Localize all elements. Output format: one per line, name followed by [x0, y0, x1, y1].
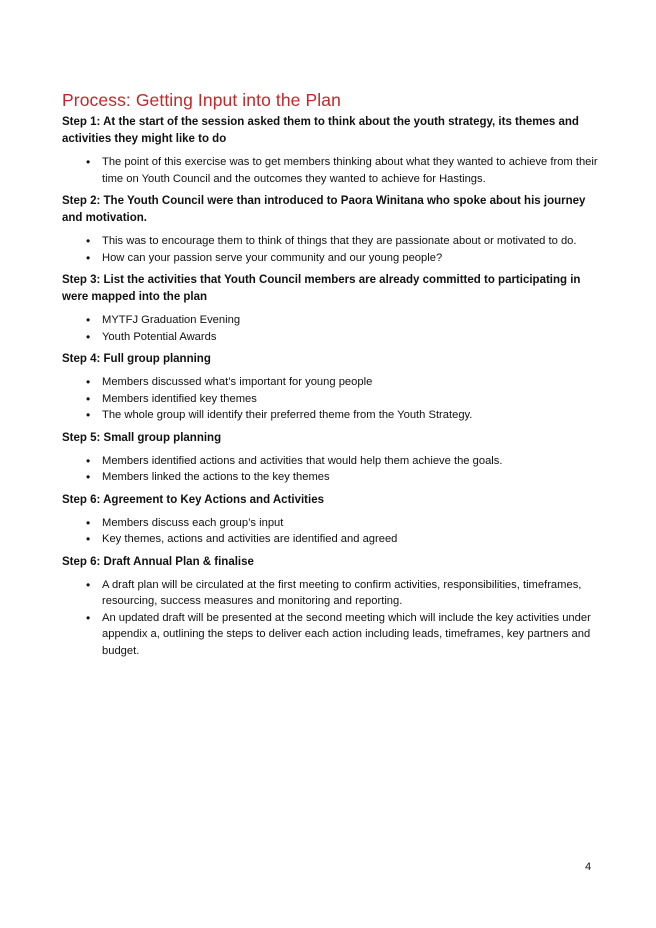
page-number: 4 — [585, 861, 592, 873]
step-heading: Step 1: At the start of the session asked them to think about the youth strategy, its themes and activities they might like to do — [62, 116, 579, 145]
bullet-list — [62, 374, 602, 424]
step-heading: Step 6: Draft Annual Plan & finalise — [62, 555, 254, 568]
step-heading: Step 3: List the activities that Youth Council members are already committed to participating in were mapped into the plan — [62, 274, 581, 303]
step-3 — [62, 272, 602, 345]
list-item: • MYTFJ Graduation Evening — [62, 312, 602, 329]
bullet-list — [62, 312, 602, 345]
list-item: • Members linked the actions to the key themes — [62, 469, 602, 486]
bullet-list — [62, 233, 602, 266]
list-item: • How can your passion serve your community and our young people? — [62, 250, 602, 267]
bullet-list — [62, 154, 602, 187]
list-item: • The whole group will identify their preferred theme from the Youth Strategy. — [62, 407, 602, 424]
step-2 — [62, 193, 602, 266]
step-5 — [62, 430, 602, 486]
list-item: • Youth Potential Awards — [62, 329, 602, 346]
page-title: Process: Getting Input into the Plan — [62, 90, 341, 110]
bullet-list — [62, 577, 602, 660]
bullet-list — [62, 453, 602, 486]
step-heading: Step 4: Full group planning — [62, 353, 211, 365]
step-1 — [62, 114, 602, 187]
list-item: • The point of this exercise was to get members thinking about what they wanted to achieve from their time on Youth Council and the outcomes they wanted to achieve for Hastings. — [62, 154, 602, 187]
step-7 — [62, 554, 602, 660]
list-item: • Members identified actions and activities that would help them achieve the goals. — [62, 453, 602, 470]
step-4 — [62, 351, 602, 424]
list-item: • A draft plan will be circulated at the first meeting to confirm activities, responsibilities, timeframes, resourcing, success measures and monitoring and reporting. — [62, 577, 602, 610]
step-6 — [62, 492, 602, 548]
step-heading: Step 6: Agreement to Key Actions and Activities — [62, 493, 325, 506]
list-item: • Key themes, actions and activities are identified and agreed — [62, 531, 602, 548]
bullet-list — [62, 515, 602, 548]
steps-content — [62, 114, 602, 665]
step-heading: Step 2: The Youth Council were than introduced to Paora Winitana who spoke about his journey and motivation. — [62, 195, 586, 224]
list-item: • Members identified key themes — [62, 391, 602, 408]
list-item: • Members discussed what’s important for young people — [62, 374, 602, 391]
step-heading: Step 5: Small group planning — [62, 431, 222, 444]
list-item: • An updated draft will be presented at the second meeting which will include the key activities under appendix a, outlining the steps to deliver each action including leads, timeframes, key partners and budget. — [62, 610, 602, 660]
list-item: • Members discuss each group’s input — [62, 515, 602, 532]
list-item: • This was to encourage them to think of things that they are passionate about or motivated to do. — [62, 233, 602, 250]
